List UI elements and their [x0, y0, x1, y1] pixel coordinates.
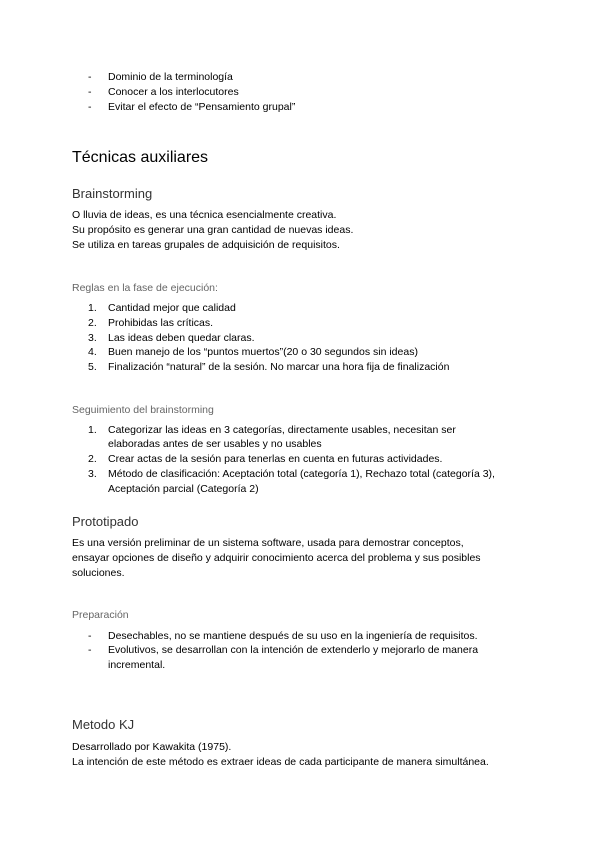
list-bullet: - [88, 630, 92, 642]
heading-reglas: Reglas en la fase de ejecución: [72, 282, 218, 294]
list-number: 1. [88, 424, 97, 436]
paragraph-line: ensayar opciones de diseño y adquirir conocimiento acerca del problema y sus posibles [72, 552, 481, 564]
list-number: 5. [88, 361, 97, 373]
list-item-continuation: incremental. [108, 659, 166, 671]
list-item: Las ideas deben quedar claras. [108, 332, 255, 344]
paragraph-line: La intención de este método es extraer ideas de cada participante de manera simultánea. [72, 756, 489, 768]
list-number: 2. [88, 453, 97, 465]
paragraph-line: soluciones. [72, 567, 125, 579]
list-item: Desechables, no se mantiene después de su uso en la ingeniería de requisitos. [108, 630, 478, 642]
list-item: Conocer a los interlocutores [108, 86, 239, 98]
paragraph-line: Se utiliza en tareas grupales de adquisición de requisitos. [72, 239, 340, 251]
list-number: 3. [88, 332, 97, 344]
list-item: Crear actas de la sesión para tenerlas en cuenta en futuras actividades. [108, 453, 443, 465]
heading-metodo-kj: Metodo KJ [72, 717, 135, 732]
list-item: Categorizar las ideas en 3 categorías, directamente usables, necesitan ser [108, 424, 456, 436]
list-number: 1. [88, 302, 97, 314]
list-item: Evolutivos, se desarrollan con la intención de extenderlo y mejorarlo de manera [108, 644, 479, 656]
list-bullet: - [88, 86, 92, 98]
heading-preparacion: Preparación [72, 609, 129, 621]
list-bullet: - [88, 101, 92, 113]
list-item-continuation: Aceptación parcial (Categoría 2) [108, 483, 259, 495]
list-item: Método de clasificación: Aceptación total (categoría 1), Rechazo total (categoría 3), [108, 468, 495, 480]
list-item-continuation: elaboradas antes de ser usables y no usables [108, 438, 322, 450]
heading-brainstorming: Brainstorming [72, 186, 153, 201]
list-number: 2. [88, 317, 97, 329]
list-number: 3. [88, 468, 97, 480]
heading-prototipado: Prototipado [72, 514, 139, 529]
paragraph-line: Desarrollado por Kawakita (1975). [72, 741, 232, 753]
list-item: Evitar el efecto de “Pensamiento grupal” [108, 101, 296, 113]
list-item: Prohibidas las críticas. [108, 317, 214, 329]
list-item: Buen manejo de los “puntos muertos”(20 o 30 segundos sin ideas) [108, 346, 418, 358]
list-bullet: - [88, 644, 92, 656]
paragraph-line: Es una versión preliminar de un sistema software, usada para demostrar conceptos, [72, 537, 464, 549]
paragraph-line: O lluvia de ideas, es una técnica esencialmente creativa. [72, 209, 337, 221]
list-bullet: - [88, 71, 92, 83]
list-item: Cantidad mejor que calidad [108, 302, 236, 314]
paragraph-line: Su propósito es generar una gran cantidad de nuevas ideas. [72, 224, 354, 236]
list-number: 4. [88, 346, 97, 358]
list-item: Finalización “natural” de la sesión. No marcar una hora fija de finalización [108, 361, 450, 373]
heading-seguimiento: Seguimiento del brainstorming [72, 404, 214, 416]
heading-tecnicas-auxiliares: Técnicas auxiliares [72, 149, 209, 166]
list-item: Dominio de la terminología [108, 71, 233, 83]
